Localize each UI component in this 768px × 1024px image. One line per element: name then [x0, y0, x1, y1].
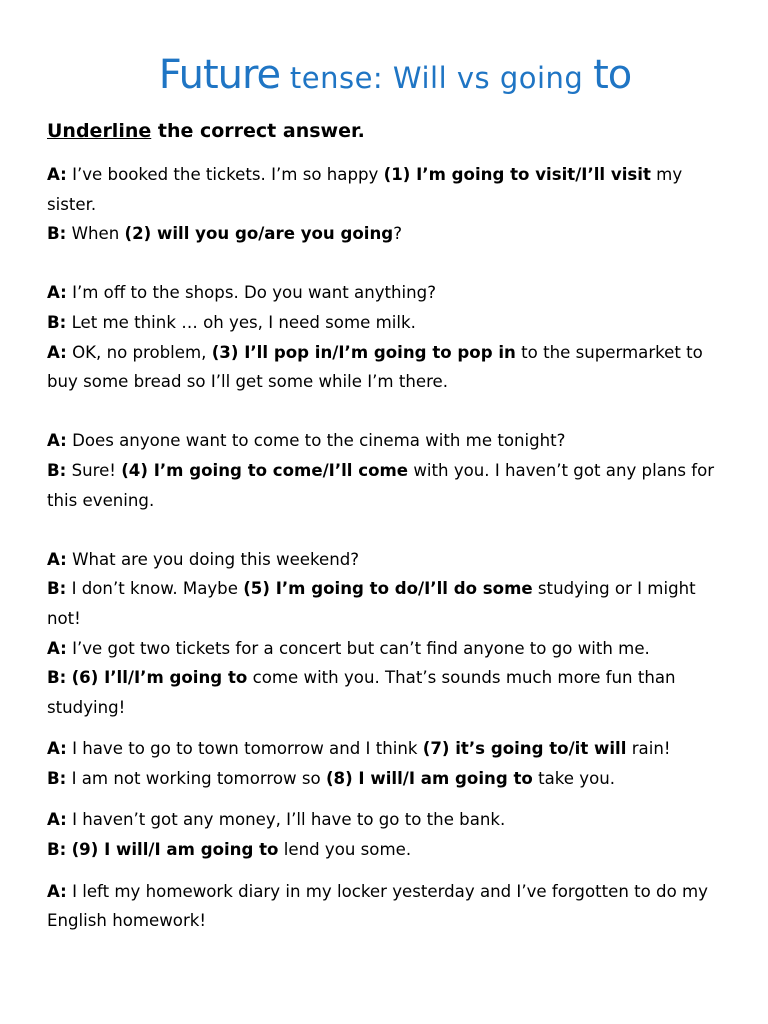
speaker-label: A: — [47, 638, 67, 658]
line-text: I am not working tomorrow so — [66, 768, 326, 788]
line-text: I’m off to the shops. Do you want anything? — [66, 283, 437, 303]
title-part-2: tense: Will vs going — [280, 61, 594, 95]
dialogue-line — [47, 308, 722, 338]
page-title — [0, 52, 768, 98]
line-text: Let me think … oh yes, I need some milk. — [66, 312, 416, 332]
speaker-label: A: — [47, 881, 67, 901]
line-text-end: lend you some. — [278, 840, 412, 860]
speaker-label: A: — [47, 549, 67, 569]
dialogue-line — [47, 877, 722, 936]
speaker-label: A: — [47, 810, 67, 830]
answer-choice: (5) I’m going to do/I’ll do some — [243, 579, 533, 599]
dialogue-line — [47, 663, 722, 722]
line-text-end: to the supermarket to buy some bread so I’ll get some while I’m there. — [47, 342, 703, 392]
dialogue-line — [47, 734, 722, 764]
speaker-label: B: — [47, 768, 67, 788]
line-text-end: studying or I might not! — [47, 579, 696, 628]
answer-choice: (9) I will/I am going to — [71, 840, 279, 860]
speaker-label: B: — [47, 460, 67, 480]
speaker-label: A: — [47, 165, 67, 184]
speaker-label: B: — [47, 312, 67, 332]
line-text: I have to go to town tomorrow and I think — [66, 739, 423, 759]
answer-choice: (6) I’ll/I’m going to — [71, 668, 248, 688]
line-text: I’ve got two tickets for a concert but can’t find anyone to go with me. — [66, 638, 650, 658]
line-text-end: my sister. — [47, 165, 683, 214]
line-text: Does anyone want to come to the cinema with me tonight? — [66, 431, 566, 451]
answer-choice: (3) I’ll pop in/I’m going to pop in — [211, 342, 516, 362]
line-text: I haven’t got any money, I’ll have to go to the bank. — [66, 810, 506, 830]
speaker-label: A: — [47, 342, 67, 362]
dialogue-line — [47, 219, 722, 249]
line-text-end: come with you. That’s sounds much more fun than studying! — [47, 668, 676, 717]
answer-choice: (1) I’m going to visit/I’ll visit — [383, 165, 651, 184]
line-text: I left my homework diary in my locker yesterday and I’ve forgotten to do my English homework! — [47, 881, 709, 931]
dialogue-line — [47, 338, 722, 397]
line-text: What are you doing this weekend? — [66, 549, 360, 569]
line-text: When — [66, 224, 125, 244]
speaker-label: A: — [47, 283, 67, 303]
speaker-label: B: — [47, 579, 67, 599]
line-text-end: rain! — [626, 739, 671, 759]
dialogue-line — [47, 160, 722, 219]
dialogue-content — [47, 160, 722, 936]
answer-choice: (7) it’s going to/it will — [422, 739, 627, 759]
answer-choice: (2) will you go/are you going — [124, 224, 394, 244]
answer-choice: (4) I’m going to come/I’ll come — [121, 460, 409, 480]
dialogue-line — [47, 835, 722, 865]
instruction — [47, 120, 365, 142]
title-part-1: Future — [158, 52, 281, 98]
line-text: OK, no problem, — [66, 342, 212, 362]
dialogue-line — [47, 456, 722, 515]
speaker-label: A: — [47, 431, 67, 451]
instruction-rest: the correct answer. — [151, 120, 365, 142]
dialogue-line — [47, 278, 722, 308]
title-part-3: to — [593, 52, 632, 98]
line-text-end: take you. — [532, 768, 616, 788]
speaker-label: B: — [47, 840, 67, 860]
line-text: I don’t know. Maybe — [66, 579, 244, 599]
speaker-label: B: — [47, 224, 67, 244]
answer-choice: (8) I will/I am going to — [325, 768, 533, 788]
dialogue-line — [47, 545, 722, 575]
line-text: I’ve booked the tickets. I’m so happy — [66, 165, 384, 184]
line-text: Sure! — [66, 460, 122, 480]
dialogue-line — [47, 426, 722, 456]
speaker-label: A: — [47, 739, 67, 759]
line-text-end: with you. I haven’t got any plans for this evening. — [47, 460, 715, 510]
line-text-end: ? — [393, 224, 402, 244]
dialogue-line — [47, 805, 722, 835]
dialogue-line — [47, 634, 722, 664]
dialogue-line — [47, 764, 722, 794]
instruction-underlined: Underline — [47, 120, 152, 142]
speaker-label: B: — [47, 668, 67, 688]
dialogue-line — [47, 574, 722, 633]
